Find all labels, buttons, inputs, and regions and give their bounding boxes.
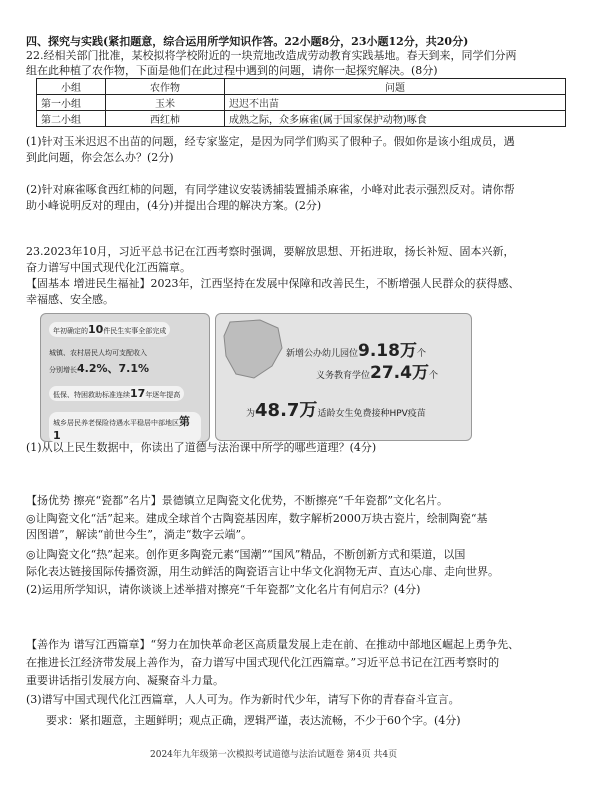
q22-table xyxy=(36,78,566,127)
table-cell: 成熟之际，众多麻雀(属于国家保护动物)啄食 xyxy=(225,111,566,127)
q23-part2-line4: ◎让陶瓷文化“热”起来。创作更多陶瓷元素“国潮”“国风”精品，不断创新方式和渠道，以国 xyxy=(26,548,466,561)
info-item: 义务教育学位27.4万个 xyxy=(316,363,438,383)
table-cell: 玉米 xyxy=(106,95,225,111)
q23-part2-line2: ◎让陶瓷文化“活”起来。建成全球首个古陶瓷基因库，数字解析2000万块古瓷片，绘制陶瓷“基 xyxy=(26,512,488,525)
section-heading: 四、探究与实践(紧扣题意，综合运用所学知识作答。22小题8分，23小题12分，共20分) xyxy=(26,35,469,48)
q23-intro-line2: 奋力谱写中国式现代化江西篇章。 xyxy=(26,261,191,274)
table-header: 问题 xyxy=(225,79,566,95)
jiangxi-map-icon xyxy=(220,318,286,382)
livelihood-infographic-left xyxy=(40,313,210,442)
q23-intro-line1: 23.2023年10月，习近平总书记在江西考察时强调，要解放思想、开拓进取，扬长补短、固本兴新， xyxy=(26,245,515,258)
q22-sub2-line1: (2)针对麻雀啄食西红柿的问题，有同学建议安装诱捕装置捕杀麻雀，小峰对此表示强烈反对。请你帮 xyxy=(26,183,515,196)
info-item: 城镇、农村居民人均可支配收入 xyxy=(49,349,147,357)
info-item: 分别增长4.2%、7.1% xyxy=(49,362,150,375)
info-item: 年初确定的10件民生实事全部完成 xyxy=(49,322,201,337)
q22-sub1-line1: (1)针对玉米迟迟不出苗的问题，经专家鉴定，是因为同学们购买了假种子。假如你是该小组成员，遇 xyxy=(26,135,515,148)
q22-intro-line2: 组在此种植了农作物，下面是他们在此过程中遇到的问题，请你一起探究解决。(8分) xyxy=(26,64,438,77)
table-header: 农作物 xyxy=(106,79,225,95)
table-cell: 第一小组 xyxy=(37,95,106,111)
q23-sub2: (2)运用所学知识，请你谈谈上述举措对擦亮“千年瓷都”文化名片有何启示？(4分) xyxy=(26,583,421,596)
q23-part1-line2: 幸福感、安全感。 xyxy=(26,293,114,306)
q23-part3-line1: 【善作为 谱写江西篇章】“努力在加快革命老区高质量发展上走在前、在推动中部地区崛起上勇争先、 xyxy=(26,638,520,651)
table-cell: 西红柿 xyxy=(106,111,225,127)
table-row xyxy=(37,95,566,111)
info-item: 新增公办幼儿园位9.18万个 xyxy=(286,341,426,361)
q23-part3-line3: 重要讲话指引发展方向、凝聚奋斗力量。 xyxy=(26,674,224,687)
table-cell: 第二小组 xyxy=(37,111,106,127)
q23-part2-line3: 因图谱”，解读“前世今生”，淌走“数字云端”。 xyxy=(26,528,253,541)
q22-sub2-line2: 助小峰说明反对的理由，(4分)并提出合理的解决方案。(2分) xyxy=(26,199,322,212)
q23-part1-line1: 【固基本 增进民生福祉】2023年，江西坚持在发展中保障和改善民生，不断增强人民群众的获得感、 xyxy=(26,277,520,290)
q22-sub1-line2: 到此问题，你会怎么办？(2分) xyxy=(26,151,174,164)
q23-part2-line1: 【扬优势 擦亮“瓷都”名片】景德镇立足陶瓷文化优势，不断擦亮“千年瓷都”文化名片。 xyxy=(26,494,448,507)
info-item: 低保、特困救助标准连续17年逐年提高 xyxy=(49,386,201,401)
info-item: 城乡居民养老保险待遇水平稳居中部地区第1 xyxy=(49,412,201,443)
table-cell: 迟迟不出苗 xyxy=(225,95,566,111)
q23-part3-line2: 在推进长江经济带发展上善作为，奋力谱写中国式现代化江西篇章。”习近平总书记在江西考察时的 xyxy=(26,656,500,669)
table-header-row xyxy=(37,79,566,95)
q23-requirement: 要求：紧扣题意，主题鲜明；观点正确，逻辑严谨，表达流畅，不少于60个字。(4分) xyxy=(46,714,461,727)
table-row xyxy=(37,111,566,127)
q23-sub1: (1)从以上民生数据中，你读出了道德与法治课中所学的哪些道理？(4分) xyxy=(26,441,377,454)
q23-part2-line5: 际化表达链接国际传播资源，用生动鲜活的陶瓷语言让中华文化润物无声、直达心扉、走向世界。 xyxy=(26,565,499,578)
page-footer: 2024年九年级第一次模拟考试道德与法治试题卷 第4页 共4页 xyxy=(150,750,398,760)
livelihood-infographic-right xyxy=(215,313,472,441)
table-header: 小组 xyxy=(37,79,106,95)
info-item: 为48.7万适龄女生免费接种HPV疫苗 xyxy=(246,400,426,421)
q22-intro-line1: 22.经相关部门批准，某校拟将学校附近的一块荒地改造成劳动教育实践基地。春天到来，同学们分两 xyxy=(26,49,517,62)
q23-sub3: (3)谱写中国式现代化江西篇章，人人可为。作为新时代少年，请写下你的青春奋斗宣言。 xyxy=(26,693,460,706)
